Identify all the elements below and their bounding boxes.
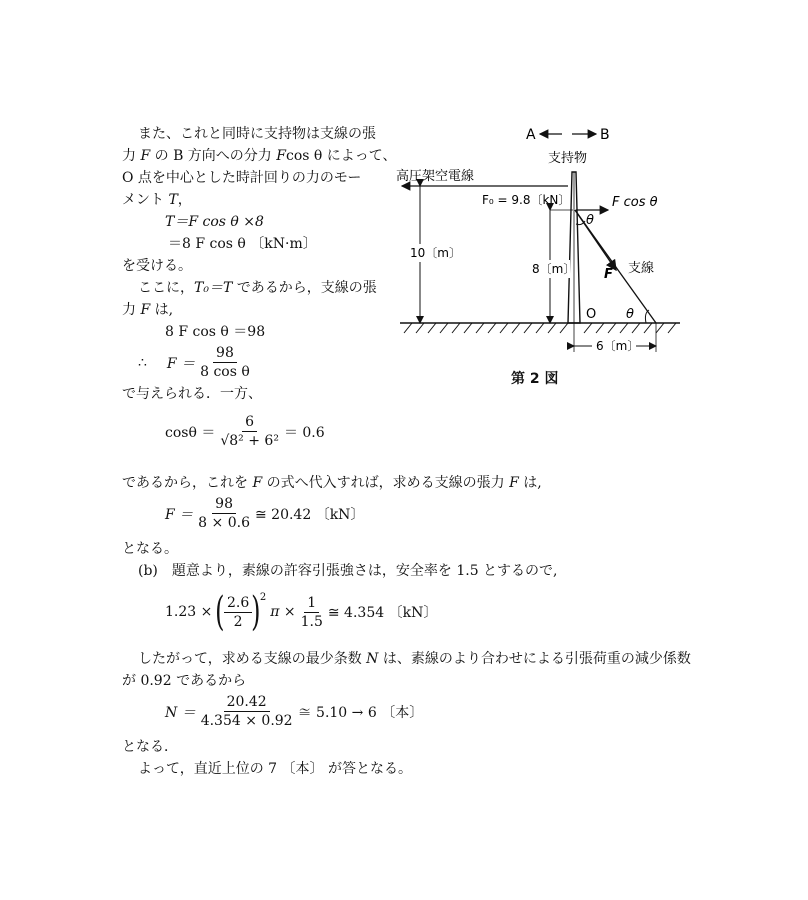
figure-2	[390, 120, 690, 360]
dir-B-label: B	[600, 127, 610, 143]
text-line-8: で与えられる．一方、	[122, 386, 262, 402]
f0-label: F₀ = 9.8〔kN〕	[482, 193, 571, 207]
figure-caption: 第 2 図	[511, 371, 559, 387]
text-line-1: また、これと同時に支持物は支線の張	[138, 126, 376, 142]
text-line-6: ここに，T₀＝T であるから，支線の張	[138, 280, 377, 296]
text-line-4: メント T，	[122, 192, 192, 208]
force-F-label: F	[604, 267, 613, 282]
equation-F-fraction: ∴ F ＝ $\frac{98}{\text{8 cos θ}}$	[138, 345, 250, 380]
equation-8Fcos: 8 F cos θ ＝98	[165, 324, 266, 340]
text-line-3: O 点を中心とした時計回りの力のモー	[122, 170, 362, 186]
text-line-14: よって，直近上位の 7 〔本〕 が答となる。	[138, 761, 412, 777]
equation-F-value: F ＝ $\frac{98}{8 \times 0.6}$ ≅ 20.42 〔kN〕	[165, 496, 365, 531]
text-line-2: 力 F の B 方向への分力 Fcos θ によって、	[122, 148, 397, 164]
pole-label: 支持物	[548, 151, 588, 166]
height-10-label: 10〔m〕	[410, 246, 461, 260]
dir-A-label: A	[526, 127, 536, 143]
text-line-b: (b) 題意より，素線の許容引張強さは，安全率を 1.5 とするので,	[138, 563, 558, 579]
fcos-label: F cos θ	[612, 195, 658, 210]
equation-cos: cosθ ＝ $\frac{6}{\text{√8² + 6²}}$ ＝ 0.6	[165, 414, 325, 449]
equation-strength: 1.23 × ( $\frac{2.6}{2}$ ) 2 π × $\frac{1}{1.5}$ ≅ 4.354 〔kN〕	[165, 589, 438, 635]
theta-top: θ	[586, 213, 594, 228]
distance-6-label: 6〔m〕	[596, 339, 640, 353]
equation-T2: ＝8 F cos θ 〔kN·m〕	[168, 236, 317, 252]
equation-N: N ＝ $\frac{20.42}{4.354 \times 0.92}$ ≅ 5.10 → 6 〔本〕	[165, 694, 424, 729]
text-line-13: となる．	[122, 739, 178, 755]
force-F-arrow	[575, 210, 616, 270]
theta-ground: θ	[626, 307, 634, 322]
text-line-7: 力 F は,	[122, 302, 174, 318]
height-8-label: 8〔m〕	[532, 262, 576, 276]
text-line-10: となる。	[122, 541, 178, 557]
line-label: 高圧架空電線	[396, 169, 475, 184]
stay-label: 支線	[628, 261, 655, 276]
text-line-5: を受ける。	[122, 258, 192, 274]
text-line-11: したがって，求める支線の最少条数 N は、素線のより合わせによる引張荷重の減少係数	[138, 651, 691, 667]
text-line-12: が 0.92 であるから	[122, 673, 247, 689]
equation-T1: T＝F cos θ ×8	[165, 214, 264, 230]
origin-label: O	[586, 307, 597, 322]
text-line-9: であるから，これを F の式へ代入すれば，求める支線の張力 F は,	[122, 475, 542, 491]
